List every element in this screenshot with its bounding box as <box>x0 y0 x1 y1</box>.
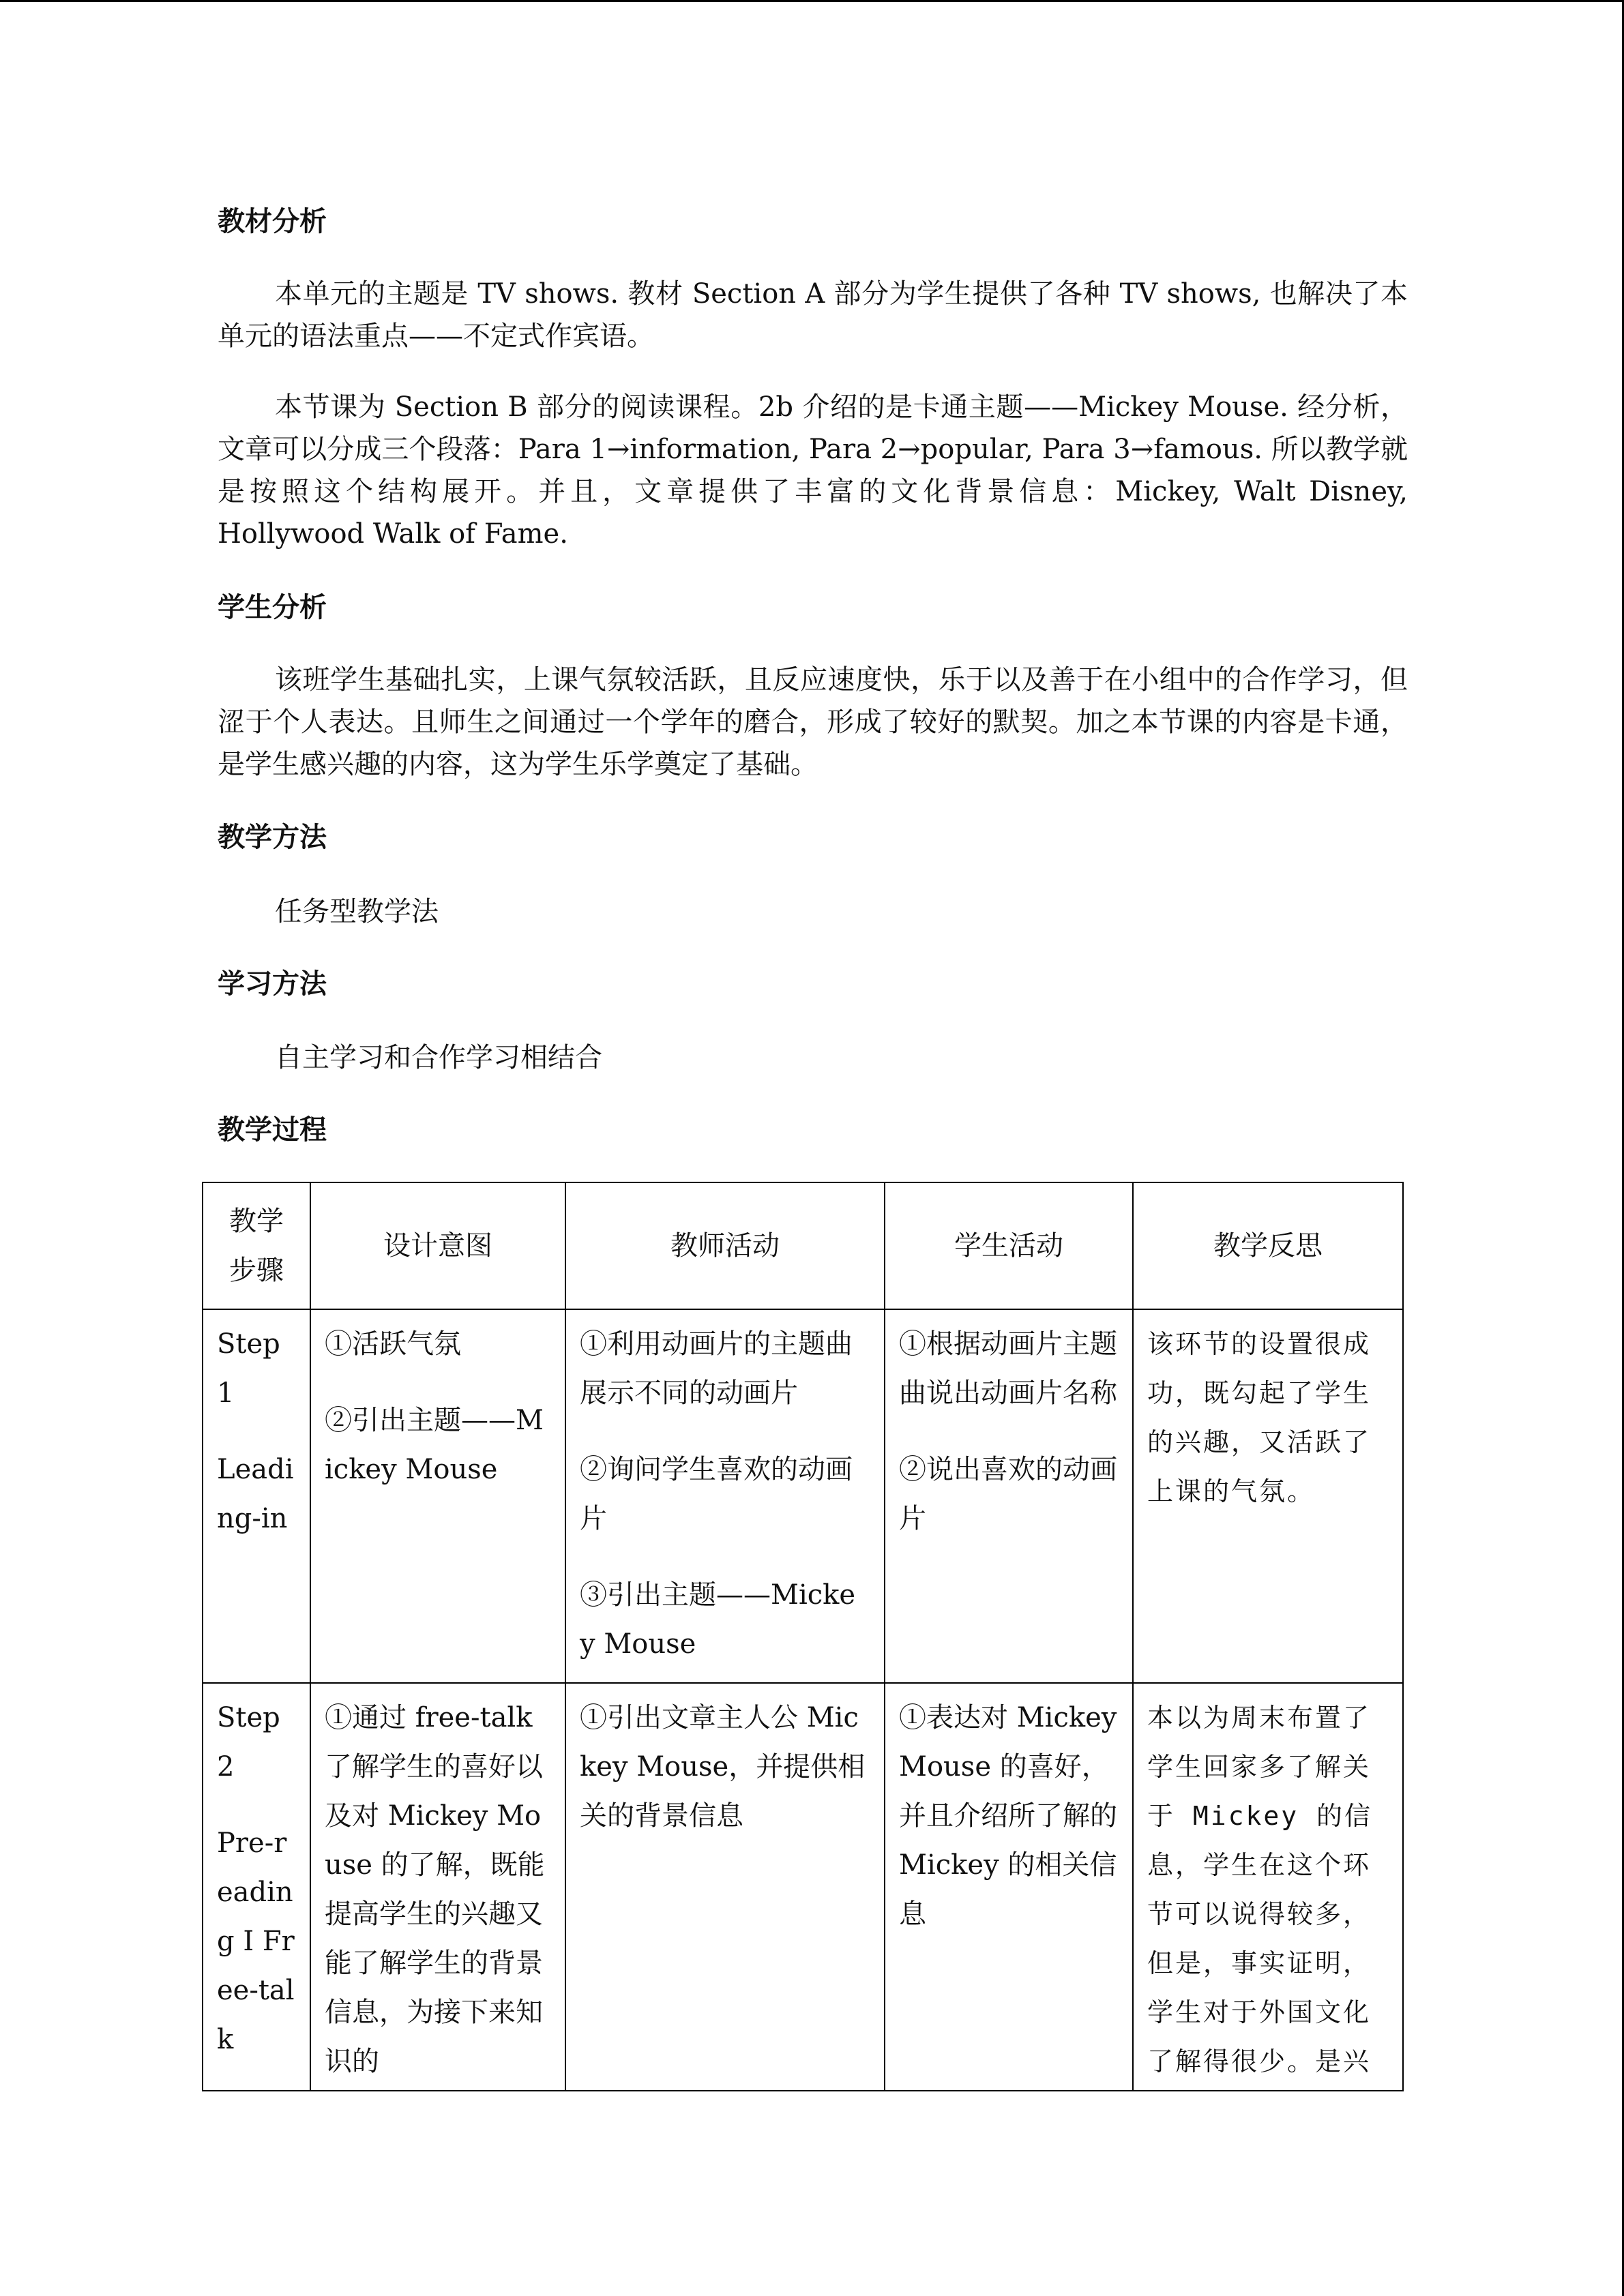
teaching-process-table <box>202 1182 1404 2091</box>
header-step-line2: 步骤 <box>229 1255 284 1286</box>
teacher-activity-cell <box>565 1683 885 2091</box>
heading-teaching-process: 教学过程 <box>218 1114 327 1146</box>
reflection-text: 该环节的设置很成功，既勾起了学生的兴趣，又活跃了上课的气氛。 <box>1147 1329 1372 1506</box>
header-step-line1: 教学 <box>229 1206 284 1237</box>
header-reflection: 教学反思 <box>1133 1182 1403 1309</box>
reflection-cell <box>1133 1683 1403 2091</box>
intent-cell <box>310 1683 565 2091</box>
teacher-activity-item: ①利用动画片的主题曲展示不同的动画片 <box>580 1328 853 1409</box>
step-cell <box>203 1309 310 1683</box>
learning-method-text: 自主学习和合作学习相结合 <box>275 1042 602 1073</box>
header-student-activity: 学生活动 <box>885 1182 1133 1309</box>
teacher-activity-cell <box>565 1309 885 1683</box>
heading-teaching-method: 教学方法 <box>218 822 327 853</box>
reflection-cell <box>1133 1309 1403 1683</box>
heading-learning-method: 学习方法 <box>218 968 327 1000</box>
student-activity-item: ①表达对 Mickey Mouse 的喜好，并且介绍所了解的 Mickey 的相关信息 <box>899 1702 1117 1930</box>
step-cell <box>203 1683 310 2091</box>
teacher-activity-item: ③引出主题——Mickey Mouse <box>580 1579 856 1660</box>
intent-cell <box>310 1309 565 1683</box>
step-name: Pre-reading I Free-talk <box>217 1828 295 2055</box>
teacher-activity-item: ①引出文章主人公 Mickey Mouse，并提供相关的背景信息 <box>580 1702 866 1832</box>
page-top-rule <box>0 0 1624 2</box>
teacher-activity-item: ②询问学生喜欢的动画片 <box>580 1454 853 1534</box>
header-teacher-activity: 教师活动 <box>565 1182 885 1309</box>
heading-student-analysis: 学生分析 <box>218 592 327 623</box>
table-row <box>203 1683 1403 2091</box>
table-header-row <box>203 1182 1403 1309</box>
heading-material-analysis: 教材分析 <box>218 206 327 237</box>
material-paragraph-2: 本节课为 Section B 部分的阅读课程。2b 介绍的是卡通主题——Mickey Mouse. 经分析，文章可以分成三个段落：Para 1→information, Para 2→popular, Para 3→famous. 所以教学就是按照这个结构展开。并且，文章提供了丰富的文化背景信息：Mickey, Walt Disney, Hollywood Walk of Fame. <box>218 391 1408 550</box>
step-number: Step 2 <box>217 1702 280 1783</box>
student-activity-cell <box>885 1683 1133 2091</box>
intent-item: ②引出主题——Mickey Mouse <box>325 1405 544 1485</box>
intent-item: ①活跃气氛 <box>325 1328 461 1360</box>
intent-item: ①通过 free-talk 了解学生的喜好以及对 Mickey Mouse 的了解，既能提高学生的兴趣又能了解学生的背景信息，为接下来知识的 <box>325 1702 545 2077</box>
student-activity-item: ①根据动画片主题曲说出动画片名称 <box>899 1328 1117 1409</box>
student-paragraph-1: 该班学生基础扎实，上课气氛较活跃，且反应速度快，乐于以及善于在小组中的合作学习，但涩于个人表达。且师生之间通过一个学年的磨合，形成了较好的默契。加之本节课的内容是卡通，是学生感兴趣的内容，这为学生乐学奠定了基础。 <box>218 664 1408 780</box>
student-activity-item: ②说出喜欢的动画片 <box>899 1454 1117 1534</box>
student-activity-cell <box>885 1309 1133 1683</box>
step-number: Step 1 <box>217 1328 280 1409</box>
table-row <box>203 1309 1403 1683</box>
teaching-method-text: 任务型教学法 <box>275 896 439 927</box>
step-name: Leading-in <box>217 1454 294 1534</box>
reflection-text: 本以为周末布置了学生回家多了解关于 Mickey 的信息，学生在这个环节可以说得较多，但是，事实证明，学生对于外国文化了解得很少。是兴 <box>1147 1703 1373 2076</box>
header-step <box>203 1182 310 1309</box>
material-paragraph-1: 本单元的主题是 TV shows. 教材 Section A 部分为学生提供了各种 TV shows, 也解决了本单元的语法重点——不定式作宾语。 <box>218 278 1408 352</box>
header-intent: 设计意图 <box>310 1182 565 1309</box>
